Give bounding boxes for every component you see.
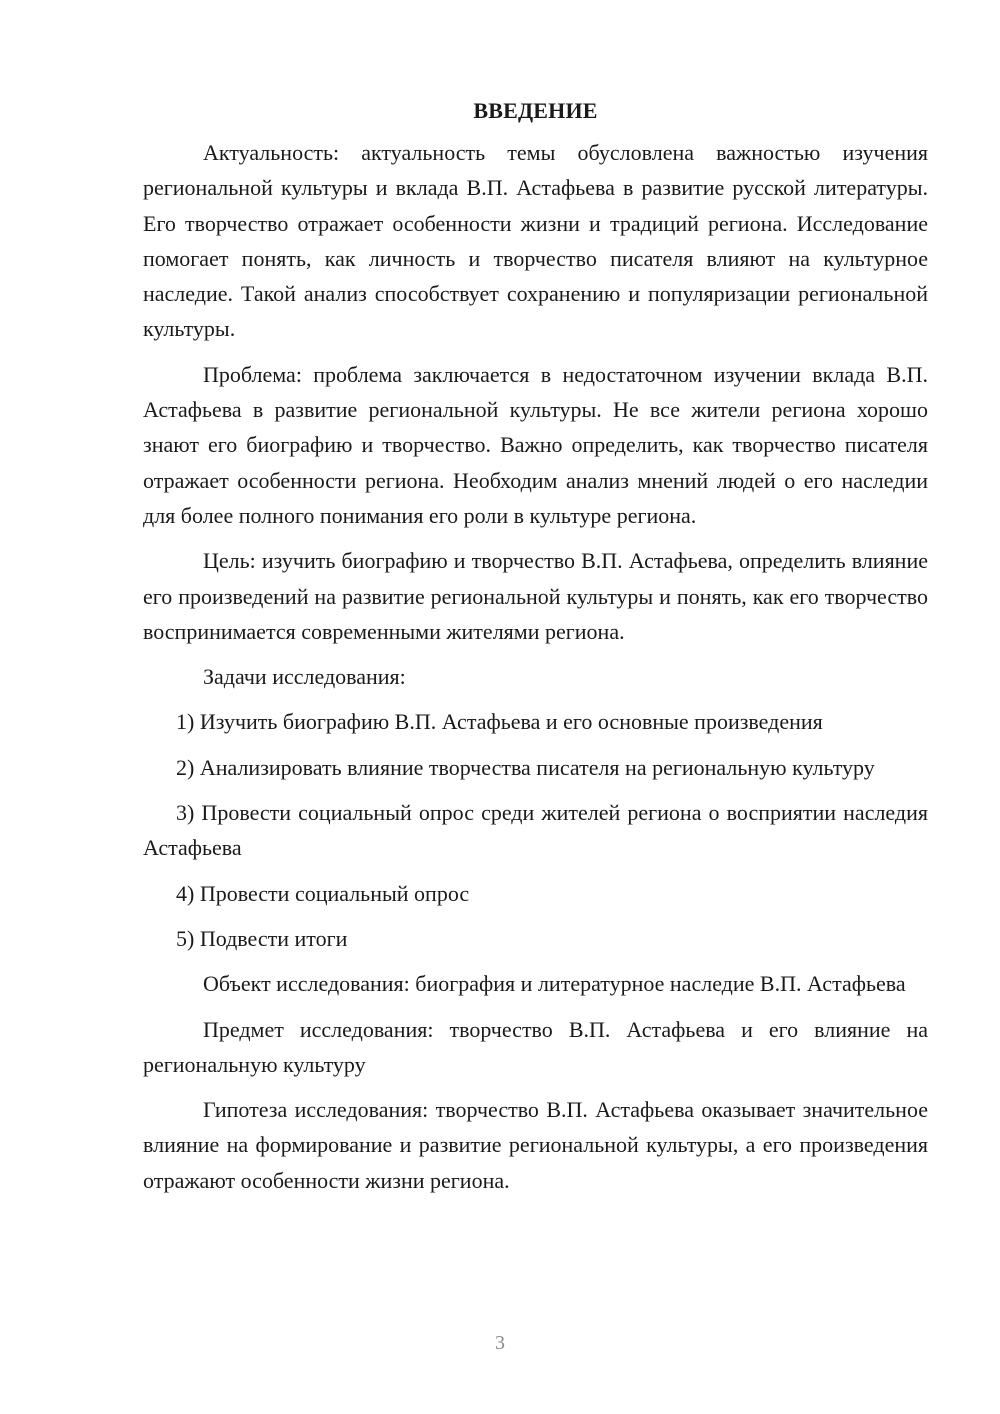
task-item-2: 2) Анализировать влияние творчества писателя на региональную культуру — [176, 754, 875, 780]
task-item-5: 5) Подвести итоги — [176, 925, 348, 951]
page-title: ВВЕДЕНИЕ — [473, 98, 598, 123]
task-item-1: 1) Изучить биографию В.П. Астафьева и его основные произведения — [176, 709, 823, 735]
tasks-heading: Задачи исследования: — [203, 664, 406, 690]
page-number: 3 — [495, 1332, 505, 1354]
subject-paragraph: Предмет исследования: творчество В.П. Астафьева и его влияние на региональную культуру — [143, 1016, 928, 1077]
task-item-3: 3) Провести социальный опрос среди жителей региона о восприятии наследия Астафьева — [143, 800, 928, 861]
task-item-4: 4) Провести социальный опрос — [176, 880, 470, 906]
object-paragraph: Объект исследования: биография и литературное наследие В.П. Астафьева — [203, 971, 906, 997]
problem-paragraph: Проблема: проблема заключается в недостаточном изучении вклада В.П. Астафьева в развитие региональной культуры. Не все жители региона хорошо знают его биографию и творчество. Важно определить, как творчество писателя отражает особенности региона. Необходим анализ мнений людей о его наследии для более полного понимания его роли в культуре региона. — [143, 361, 928, 528]
relevance-paragraph: Актуальность: актуальность темы обусловлена важностью изучения региональной культуры и вклада В.П. Астафьева в развитие русской литературы. Его творчество отражает особенности жизни и традиций региона. Исследование помогает понять, как личность и творчество писателя влияют на культурное наследие. Такой анализ способствует сохранению и популяризации региональной культуры. — [143, 140, 928, 342]
page-content — [143, 93, 928, 1208]
goal-paragraph: Цель: изучить биографию и творчество В.П. Астафьева, определить влияние его произведений на развитие региональной культуры и понять, как его творчество воспринимается современными жителями региона. — [143, 548, 928, 644]
hypothesis-paragraph: Гипотеза исследования: творчество В.П. Астафьева оказывает значительное влияние на формирование и развитие региональной культуры, а его произведения отражают особенности жизни региона. — [143, 1097, 928, 1193]
